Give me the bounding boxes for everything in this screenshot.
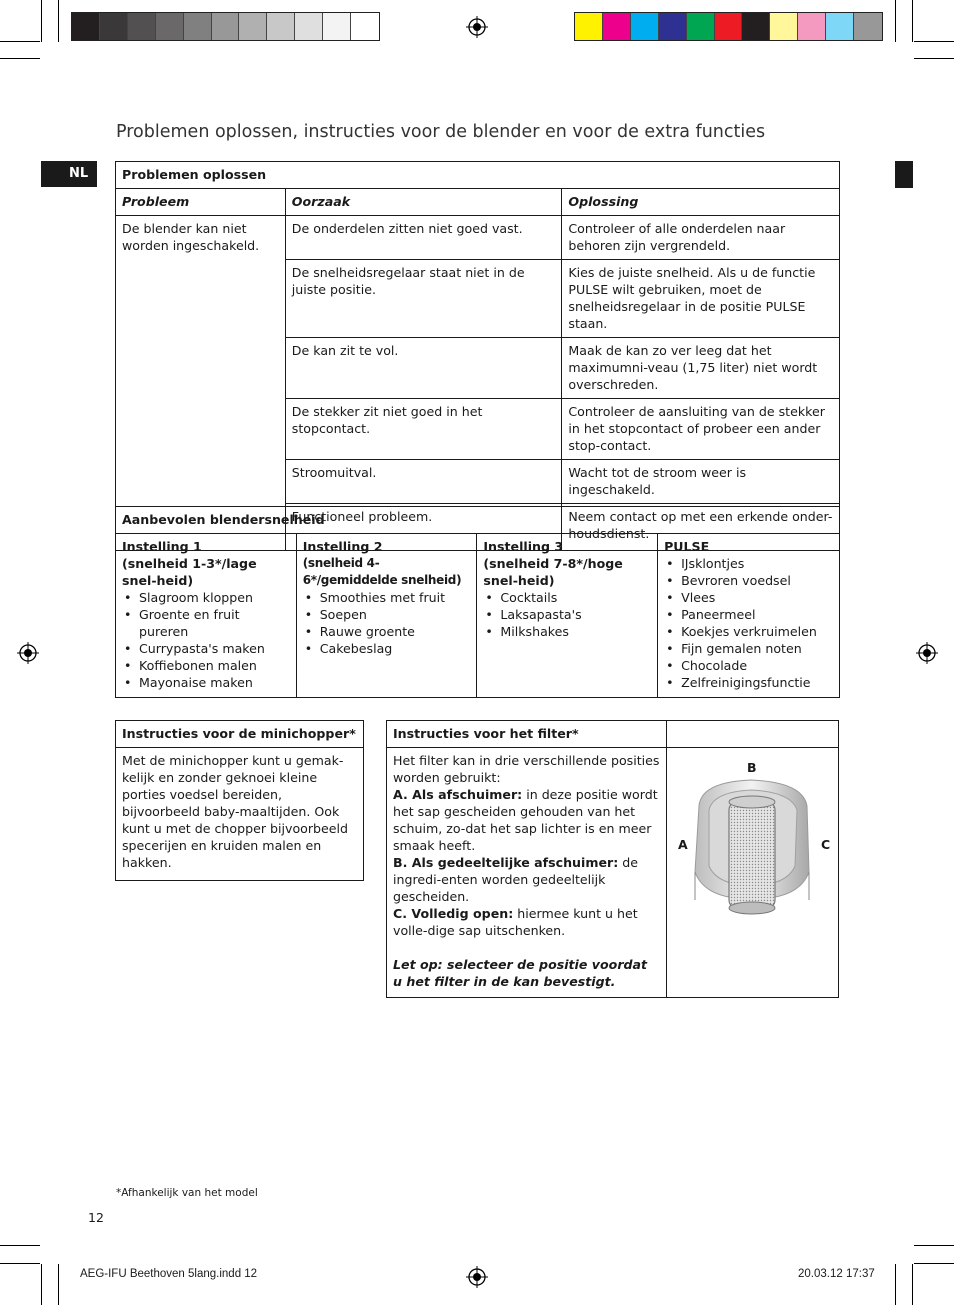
speed-table-title: Aanbevolen blendersnelheid <box>116 507 840 534</box>
crop-mark <box>914 58 954 59</box>
color-swatch <box>854 13 882 40</box>
setting-subheading: (snelheid 1-3*/lage snel-heid) <box>122 556 257 588</box>
crop-mark <box>912 1264 913 1305</box>
color-swatch <box>715 13 743 40</box>
setting-heading: Instelling 3 <box>483 539 564 554</box>
cause-cell: De onderdelen zitten niet goed vast. <box>285 216 562 260</box>
crop-mark <box>0 58 40 59</box>
color-swatch <box>128 13 156 40</box>
list-item: • Milkshakes <box>483 623 651 640</box>
page-number: 12 <box>88 1210 104 1225</box>
registration-mark-icon <box>17 642 39 664</box>
troubleshooting-table <box>115 161 840 551</box>
color-swatch <box>72 13 100 40</box>
list-item: • Smoothies met fruit <box>303 589 471 606</box>
color-swatch <box>184 13 212 40</box>
grayscale-color-bar <box>71 12 380 41</box>
option-text: de ingredi-enten worden gedeeltelijk gescheiden. <box>393 855 639 904</box>
list-item: • Laksapasta's <box>483 606 651 623</box>
list-item: • Koekjes verkruimelen <box>664 623 833 640</box>
solution-cell: Neem contact op met een erkende onder-houdsdienst. <box>562 504 840 551</box>
color-swatch <box>351 13 379 40</box>
crop-mark <box>912 0 913 42</box>
cause-cell: De kan zit te vol. <box>285 338 562 399</box>
table-row <box>116 216 840 260</box>
speed-setting-pulse <box>658 534 840 698</box>
registration-mark-icon <box>466 1266 488 1288</box>
minichopper-text: Met de minichopper kunt u gemak-kelijk en zonder geknoei kleine porties voedsel bereiden, bijvoorbeeld baby-maaltijden. Ook kunt u met de chopper bijvoorbeeld specerijen en kruiden malen en hakken. <box>116 748 364 881</box>
filter-option-a <box>393 786 660 854</box>
color-swatch <box>212 13 240 40</box>
list-item: • Groente en fruit pureren <box>122 606 290 640</box>
color-swatch <box>826 13 854 40</box>
column-header-cause: Oorzaak <box>285 189 562 216</box>
list-item: • Paneermeel <box>664 606 833 623</box>
solution-cell: Controleer de aansluiting van de stekker in het stopcontact of probeer een ander stop-contact. <box>562 399 840 460</box>
color-swatch <box>687 13 715 40</box>
option-label: B. Als gedeeltelijke afschuimer: <box>393 855 619 870</box>
list-item: • Currypasta's maken <box>122 640 290 657</box>
color-swatch <box>659 13 687 40</box>
solution-cell: Wacht tot de stroom weer is ingeschakeld. <box>562 460 840 504</box>
minichopper-table <box>115 720 364 881</box>
crop-mark <box>41 0 42 42</box>
color-swatch <box>603 13 631 40</box>
color-swatch <box>575 13 603 40</box>
color-swatch <box>100 13 128 40</box>
list-item: • Fijn gemalen noten <box>664 640 833 657</box>
crop-mark <box>0 1263 40 1264</box>
filter-option-c <box>393 905 660 939</box>
footnote: *Afhankelijk van het model <box>116 1187 258 1199</box>
setting-subheading: (snelheid 7-8*/hoge snel-heid) <box>483 556 623 588</box>
cause-cell: De snelheidsregelaar staat niet in de juiste positie. <box>285 260 562 338</box>
crop-mark <box>914 41 954 42</box>
filter-figure-cell <box>667 748 839 998</box>
list-item: • Bevroren voedsel <box>664 572 833 589</box>
filter-intro: Het filter kan in drie verschillende posities worden gebruikt: <box>393 753 660 785</box>
crop-mark <box>0 41 40 42</box>
color-swatch <box>742 13 770 40</box>
list-item: • Chocolade <box>664 657 833 674</box>
option-text: in deze positie wordt het sap gescheiden gehouden van het schuim, zo-dat het sap lichter is en meer smaak heeft. <box>393 787 658 853</box>
color-swatch <box>798 13 826 40</box>
cause-cell: De stekker zit niet goed in het stopcontact. <box>285 399 562 460</box>
crop-mark <box>895 1264 896 1305</box>
minichopper-title: Instructies voor de minichopper* <box>116 721 364 748</box>
problem-cell: De blender kan niet worden ingeschakeld. <box>116 216 286 551</box>
column-header-problem: Probleem <box>116 189 286 216</box>
column-header-solution: Oplossing <box>562 189 840 216</box>
language-tab: NL <box>41 161 97 187</box>
cause-cell: Stroomuitval. <box>285 460 562 504</box>
figure-label-c: C <box>821 837 831 852</box>
solution-cell: Kies de juiste snelheid. Als u de functie PULSE wilt gebruiken, moet de snelheidsregelaar in de positie PULSE staan. <box>562 260 840 338</box>
crop-mark <box>58 1264 59 1305</box>
crop-mark <box>58 0 59 42</box>
color-swatch <box>770 13 798 40</box>
print-slug-filename: AEG-IFU Beethoven 5lang.indd 12 <box>80 1268 258 1280</box>
list-item: • Rauwe groente <box>303 623 471 640</box>
setting-subheading: (snelheid 4-6*/gemiddelde snelheid) <box>302 556 462 587</box>
solution-cell: Controleer of alle onderdelen naar behoren zijn vergrendeld. <box>562 216 840 260</box>
option-text: hiermee kunt u het volle-dige sap uitschenken. <box>393 906 638 938</box>
process-color-bar <box>574 12 883 41</box>
color-swatch <box>156 13 184 40</box>
speed-setting-1 <box>116 534 297 698</box>
page-title: Problemen oplossen, instructies voor de blender en voor de extra functies <box>116 122 766 142</box>
color-swatch <box>239 13 267 40</box>
crop-mark <box>0 1245 40 1246</box>
crop-mark <box>41 1264 42 1305</box>
speed-setting-2 <box>296 534 477 698</box>
filter-note: Let op: selecteer de positie voordat u het filter in de kan bevestigt. <box>393 957 648 989</box>
figure-label-a: A <box>678 837 688 852</box>
filter-title: Instructies voor het filter* <box>387 721 667 748</box>
list-item: • IJsklontjes <box>664 555 833 572</box>
filter-text <box>387 748 667 998</box>
crop-mark <box>914 1263 954 1264</box>
troubleshooting-title: Problemen oplossen <box>116 162 840 189</box>
color-swatch <box>631 13 659 40</box>
filter-table <box>386 720 839 998</box>
crop-mark <box>914 1245 954 1246</box>
color-swatch <box>267 13 295 40</box>
print-slug-date: 20.03.12 17:37 <box>798 1268 875 1280</box>
color-swatch <box>295 13 323 40</box>
crop-mark <box>895 0 896 42</box>
figure-label-b: B <box>747 760 757 775</box>
registration-mark-icon <box>466 16 488 38</box>
setting-heading: Instelling 2 <box>302 539 383 554</box>
speed-setting-3 <box>477 534 658 698</box>
list-item: • Slagroom kloppen <box>122 589 290 606</box>
setting-heading: PULSE <box>664 539 710 554</box>
blender-speed-table <box>115 506 840 698</box>
list-item: • Soepen <box>303 606 471 623</box>
filter-illustration-icon <box>691 776 815 922</box>
solution-cell: Maak de kan zo ver leeg dat het maximumni-veau (1,75 liter) niet wordt overschreden. <box>562 338 840 399</box>
list-item: • Vlees <box>664 589 833 606</box>
registration-mark-icon <box>916 642 938 664</box>
side-tab-marker <box>895 161 913 188</box>
setting-heading: Instelling 1 <box>122 539 202 554</box>
filter-option-b <box>393 854 660 905</box>
list-item: • Cocktails <box>483 589 651 606</box>
filter-header-empty <box>667 721 839 748</box>
list-item: • Mayonaise maken <box>122 674 290 691</box>
list-item: • Zelfreinigingsfunctie <box>664 674 833 691</box>
list-item: • Koffiebonen malen <box>122 657 290 674</box>
cause-cell: Functioneel probleem. <box>285 504 562 551</box>
color-swatch <box>323 13 351 40</box>
list-item: • Cakebeslag <box>303 640 471 657</box>
option-label: A. Als afschuimer: <box>393 787 523 802</box>
option-label: C. Volledig open: <box>393 906 514 921</box>
